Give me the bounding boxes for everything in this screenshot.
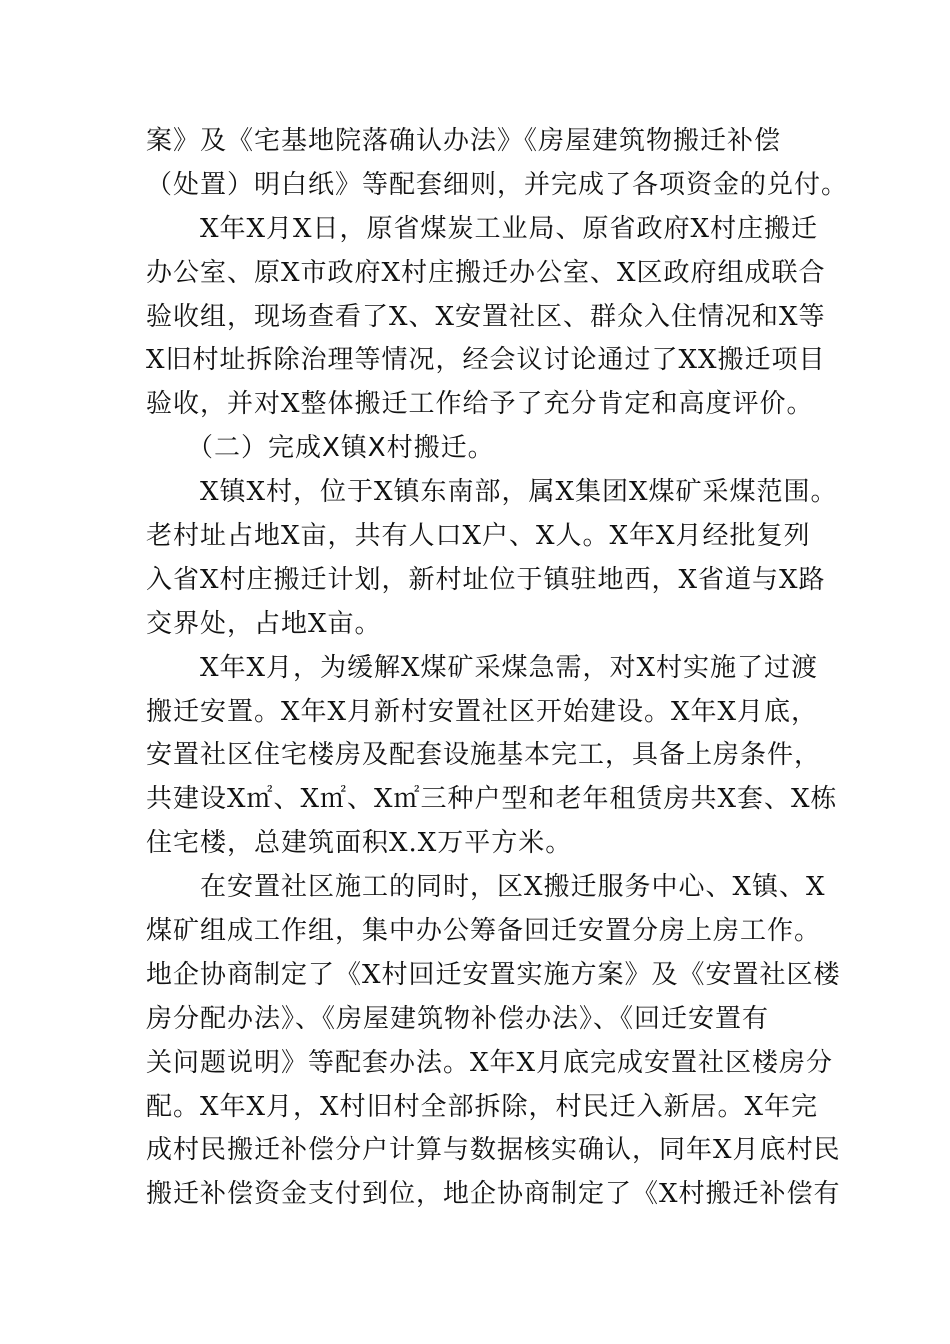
text-line: 老村址占地X亩，共有人口X户、X人。X年X月经批复列 (146, 521, 811, 552)
text-line: 验收组，现场查看了X、X安置社区、群众入住情况和X等 (146, 301, 826, 332)
text-line: 办公室、原X市政府X村庄搬迁办公室、X区政府组成联合 (146, 257, 826, 288)
text-line: X旧村址拆除治理等情况，经会议讨论通过了XX搬迁项目 (146, 345, 826, 376)
text-line: 在安置社区施工的同时，区X搬迁服务中心、X镇、X (146, 872, 826, 903)
text-line: X年X月，为缓解X煤矿采煤急需，对X村实施了过渡 (146, 652, 819, 683)
text-line: 房分配办法》、《房屋建筑物补偿办法》、《回迁安置有 (146, 1003, 770, 1034)
text-line: 搬迁安置。X年X月新村安置社区开始建设。X年X月底， (146, 696, 819, 727)
text-line: 共建设X㎡、X㎡、X㎡三种户型和老年租赁房共X套、X栋 (146, 784, 838, 815)
text-line: 地企协商制定了《X村回迁安置实施方案》及《安置社区楼 (146, 959, 841, 990)
text-line: 搬迁补偿资金支付到位，地企协商制定了《X村搬迁补偿有 (146, 1179, 841, 1210)
text-line: 案》及《宅基地院落确认办法》《房屋建筑物搬迁补偿 (146, 126, 782, 156)
body-text (146, 120, 849, 1217)
text-line: X镇X村，位于X镇东南部，属X集团X煤矿采煤范围。 (146, 477, 838, 508)
text-line: 煤矿组成工作组，集中办公筹备回迁安置分房上房工作。 (146, 916, 822, 947)
text-line: 配。X年X月，X村旧村全部拆除，村民迁入新居。X年完 (146, 1091, 819, 1122)
text-line: （处置）明白纸》等配套细则，并完成了各项资金的兑付。 (146, 169, 849, 200)
text-line: 成村民搬迁补偿分户计算与数据核实确认，同年X月底村民 (146, 1135, 841, 1166)
section-heading: （二）完成X镇X村搬迁。 (146, 433, 495, 464)
text-line: X年X月X日，原省煤炭工业局、原省政府X村庄搬迁 (146, 213, 819, 244)
text-line: 住宅楼，总建筑面积X.X万平方米。 (146, 828, 573, 859)
text-line: 入省X村庄搬迁计划，新村址位于镇驻地西，X省道与X路 (146, 564, 826, 595)
text-line: 关问题说明》等配套办法。X年X月底完成安置社区楼房分 (146, 1047, 834, 1078)
text-line: 交界处，占地X亩。 (146, 608, 382, 639)
text-line: 安置社区住宅楼房及配套设施基本完工，具备上房条件， (146, 740, 822, 771)
text-line: 验收，并对X整体搬迁工作给予了充分肯定和高度评价。 (146, 389, 814, 420)
